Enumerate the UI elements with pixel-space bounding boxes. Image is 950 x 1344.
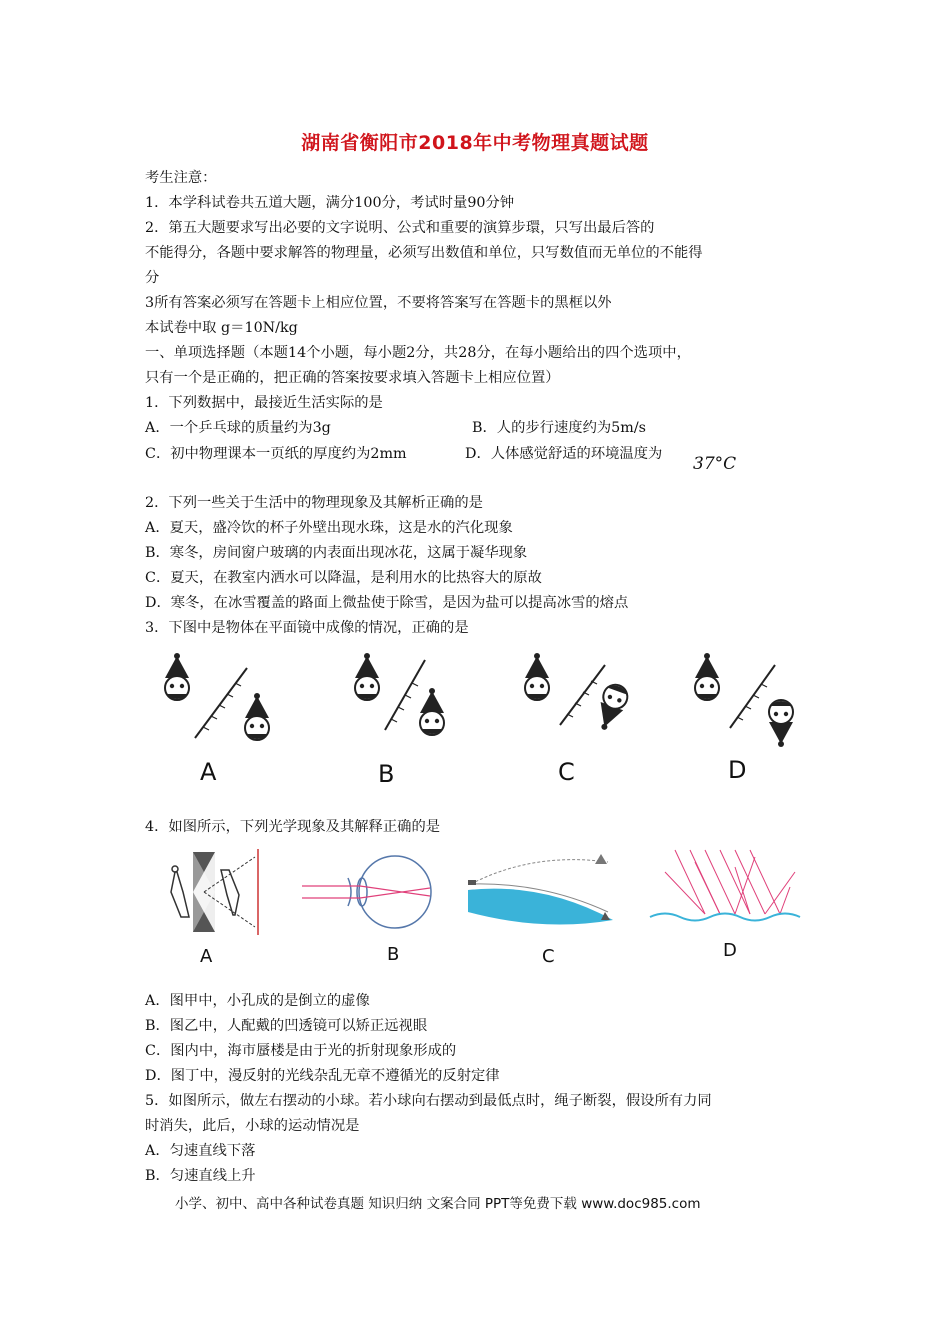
- q4-label-c: C: [542, 946, 555, 967]
- section-intro: 一、单项选择题（本题14个小题，每小题2分，共28分，在每小题给出的四个选项中，: [145, 345, 691, 361]
- q4-stem: 4．如图所示，下列光学现象及其解释正确的是: [145, 819, 441, 835]
- water-surface-icon: [468, 889, 613, 925]
- q5-option-b: B．匀速直线上升: [145, 1168, 256, 1184]
- mountain-icon: [595, 854, 607, 864]
- notice-item: 1．本学科试卷共五道大题，满分100分，考试时量90分钟: [145, 195, 515, 211]
- clown-image-rotated-icon: [592, 681, 631, 733]
- clown-object-icon: [165, 653, 189, 700]
- q2-option-a: A．夏天，盛冷饮的杯子外壁出现水珠，这是水的汽化现象: [145, 520, 513, 536]
- clown-object-icon: [525, 653, 549, 700]
- q5-option-a: A．匀速直线下落: [145, 1143, 256, 1159]
- q2-option-b: B．寒冬，房间窗户玻璃的内表面出现冰花，这属于凝华现象: [145, 545, 528, 561]
- q4-figure-row: [145, 842, 805, 967]
- q3-label-c: C: [558, 758, 575, 786]
- q5-stem: 5．如图所示，做左右摆动的小球。若小球向右摆动到最低点时，绳子断裂，假设所有力同: [145, 1093, 712, 1109]
- q3-label-b: B: [378, 760, 395, 788]
- clown-object-icon: [695, 653, 719, 700]
- q3-figure-b: [345, 650, 465, 750]
- candle-figure-icon: [171, 866, 189, 917]
- q4-figure-c: [463, 852, 623, 932]
- notice-item: 3所有答案必须写在答题卡上相应位置，不要将答案写在答题卡的黑框以外: [145, 295, 612, 311]
- q1-stem: 1．下列数据中，最接近生活实际的是: [145, 395, 383, 411]
- clown-image-inverted-icon: [769, 700, 793, 747]
- q3-figure-d: [685, 650, 805, 750]
- notice-item: 2．第五大题要求写出必要的文字说明、公式和重要的演算步環，只写出最后答的: [145, 220, 655, 236]
- section-intro: 只有一个是正确的，把正确的答案按要求填入答题卡上相应位置）: [145, 370, 560, 386]
- q2-option-c: C．夏天，在教室内洒水可以降温，是利用水的比热容大的原故: [145, 570, 542, 586]
- q4-figure-b: [300, 852, 435, 932]
- rough-surface-icon: [650, 914, 800, 921]
- notice-item: 不能得分，各题中要求解答的物理量，必须写出数值和单位，只写数值而无单位的不能得: [145, 245, 703, 261]
- q4-option-c: C．图内中，海市蜃楼是由于光的折射现象形成的: [145, 1043, 457, 1059]
- notice-item: 分: [145, 270, 160, 286]
- page-title: 湖南省衡阳市2018年中考物理真题试题: [301, 132, 649, 154]
- q4-label-a: A: [200, 946, 213, 967]
- q1-option-d: D．人体感觉舒适的环境温度为: [465, 446, 663, 462]
- q4-label-b: B: [387, 944, 400, 965]
- q3-stem: 3．下图中是物体在平面镜中成像的情况，正确的是: [145, 620, 469, 636]
- q2-option-d: D．寒冬，在冰雪覆盖的路面上微盐使于除雪，是因为盐可以提高冰雪的熔点: [145, 595, 629, 611]
- notice-heading: 考生注意：: [145, 170, 217, 186]
- clown-image-icon: [420, 688, 444, 735]
- q4-figure-a: [155, 847, 270, 937]
- page-footer: 小学、初中、高中各种试卷真题 知识归纳 文案合同 PPT等免费下载 www.doc985.com: [175, 1196, 701, 1212]
- q4-option-a: A．图甲中，小孔成的是倒立的虚像: [145, 993, 370, 1009]
- notice-item: 本试卷中取 g＝10N/kg: [145, 320, 298, 336]
- q1-option-b: B．人的步行速度约为5m/s: [472, 420, 646, 436]
- eyeball-icon: [359, 856, 431, 928]
- q2-stem: 2．下列一些关于生活中的物理现象及其解析正确的是: [145, 495, 483, 511]
- q3-figure-row: [145, 650, 805, 795]
- q3-figure-c: [515, 650, 635, 750]
- clown-image-icon: [245, 693, 269, 740]
- q1-option-a: A．一个乒乓球的质量约为3g: [145, 420, 331, 436]
- q3-figure-a: [155, 650, 275, 750]
- clown-object-icon: [355, 653, 379, 700]
- q4-option-b: B．图乙中，人配戴的凹透镜可以矫正远视眼: [145, 1018, 428, 1034]
- q4-figure-d: [645, 842, 805, 927]
- q4-option-d: D．图丁中，漫反射的光线杂乱无章不遵循光的反射定律: [145, 1068, 500, 1084]
- q3-label-a: A: [200, 758, 217, 786]
- q4-label-d: D: [723, 940, 737, 961]
- q3-label-d: D: [728, 756, 747, 784]
- q1-option-c: C．初中物理课本一页纸的厚度约为2mm: [145, 446, 407, 462]
- inverted-image-icon: [221, 870, 239, 915]
- q5-stem: 时消失，此后，小球的运动情况是: [145, 1118, 360, 1134]
- q1-option-d-value: 37°C: [693, 454, 737, 474]
